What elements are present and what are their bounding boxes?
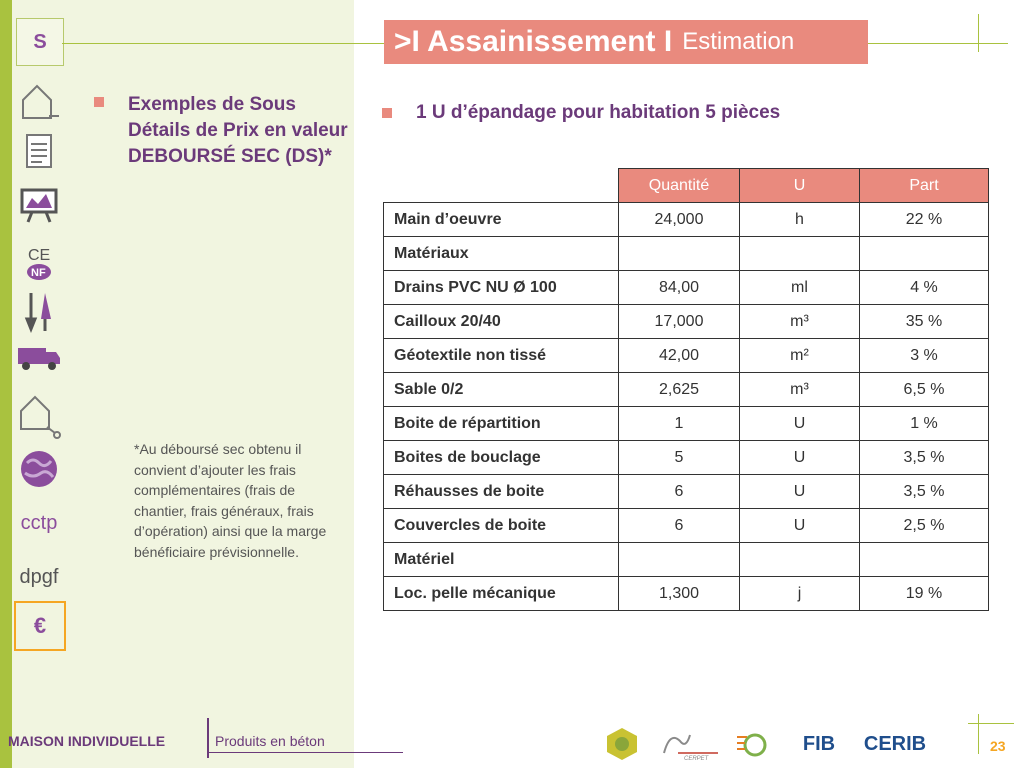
house-plan-icon[interactable] bbox=[16, 78, 62, 124]
svg-text:NF: NF bbox=[31, 267, 46, 279]
row-part bbox=[860, 543, 989, 577]
row-unit: ml bbox=[740, 271, 860, 305]
table-row bbox=[384, 339, 989, 373]
table-row bbox=[384, 407, 989, 441]
row-unit: U bbox=[740, 475, 860, 509]
row-qty: 24,000 bbox=[619, 203, 740, 237]
left-accent-strip bbox=[0, 0, 12, 768]
row-label: Cailloux 20/40 bbox=[384, 305, 619, 339]
tools-icon[interactable] bbox=[16, 288, 62, 334]
row-part: 3,5 % bbox=[860, 441, 989, 475]
house-icon[interactable] bbox=[16, 392, 62, 438]
row-part: 2,5 % bbox=[860, 509, 989, 543]
row-label: Sable 0/2 bbox=[384, 373, 619, 407]
svg-text:CERPET: CERPET bbox=[684, 756, 709, 761]
document-icon[interactable] bbox=[16, 128, 62, 174]
table-row bbox=[384, 271, 989, 305]
header-part: Part bbox=[860, 169, 989, 203]
row-qty: 17,000 bbox=[619, 305, 740, 339]
row-unit: U bbox=[740, 407, 860, 441]
row-label: Couvercles de boite bbox=[384, 509, 619, 543]
row-part bbox=[860, 237, 989, 271]
row-unit: U bbox=[740, 441, 860, 475]
footer-section-title: MAISON INDIVIDUELLE bbox=[8, 733, 166, 749]
header-quantite: Quantité bbox=[619, 169, 740, 203]
row-label: Boite de répartition bbox=[384, 407, 619, 441]
row-part: 19 % bbox=[860, 577, 989, 611]
table-row bbox=[384, 203, 989, 237]
row-part: 1 % bbox=[860, 407, 989, 441]
row-label: Main d’oeuvre bbox=[384, 203, 619, 237]
fib-logo: FIB bbox=[802, 732, 836, 755]
row-unit: m³ bbox=[740, 373, 860, 407]
row-label: Boites de bouclage bbox=[384, 441, 619, 475]
row-unit bbox=[740, 543, 860, 577]
row-qty: 1 bbox=[619, 407, 740, 441]
row-unit bbox=[740, 237, 860, 271]
row-label: Matériaux bbox=[384, 237, 619, 271]
row-part: 6,5 % bbox=[860, 373, 989, 407]
row-part: 35 % bbox=[860, 305, 989, 339]
row-qty: 5 bbox=[619, 441, 740, 475]
table-header-row bbox=[384, 169, 989, 203]
page-title bbox=[384, 20, 868, 64]
table-row bbox=[384, 305, 989, 339]
header-blank bbox=[384, 169, 619, 203]
row-unit: m³ bbox=[740, 305, 860, 339]
cctp-icon[interactable]: cctp bbox=[20, 511, 58, 534]
row-label: Drains PVC NU Ø 100 bbox=[384, 271, 619, 305]
row-part: 3,5 % bbox=[860, 475, 989, 509]
table-heading: 1 U d’épandage pour habitation 5 pièces bbox=[416, 102, 781, 123]
row-label: Loc. pelle mécanique bbox=[384, 577, 619, 611]
svg-text:CE: CE bbox=[28, 247, 51, 264]
row-part: 4 % bbox=[860, 271, 989, 305]
left-heading: Exemples de Sous Détails de Prix en valeur DEBOURSÉ SEC (DS)* bbox=[128, 94, 348, 167]
row-qty: 84,00 bbox=[619, 271, 740, 305]
row-unit: U bbox=[740, 509, 860, 543]
left-bullet bbox=[94, 97, 104, 107]
s-logo-icon[interactable]: S bbox=[16, 18, 64, 66]
footer-tick-vertical bbox=[978, 714, 979, 754]
row-label: Matériel bbox=[384, 543, 619, 577]
row-qty: 1,300 bbox=[619, 577, 740, 611]
table-row bbox=[384, 509, 989, 543]
globe-icon[interactable] bbox=[16, 446, 62, 492]
right-bullet bbox=[382, 108, 392, 118]
title-sub: Estimation bbox=[682, 28, 795, 55]
row-unit: j bbox=[740, 577, 860, 611]
sidebar-nav bbox=[12, 0, 64, 700]
row-label: Géotextile non tissé bbox=[384, 339, 619, 373]
table-row bbox=[384, 237, 989, 271]
euro-icon[interactable]: € bbox=[14, 601, 66, 651]
header-tick bbox=[978, 14, 979, 52]
table-row bbox=[384, 441, 989, 475]
row-qty: 2,625 bbox=[619, 373, 740, 407]
row-qty bbox=[619, 237, 740, 271]
title-main: >I Assainissement I bbox=[394, 25, 673, 58]
row-part: 22 % bbox=[860, 203, 989, 237]
footer-tick-horizontal bbox=[968, 723, 1014, 724]
footer-underline bbox=[208, 752, 403, 753]
table-row bbox=[384, 577, 989, 611]
footer-subtitle: Produits en béton bbox=[215, 733, 325, 749]
row-qty: 6 bbox=[619, 509, 740, 543]
row-part: 3 % bbox=[860, 339, 989, 373]
ecole-francaise-du-beton-logo bbox=[606, 727, 638, 761]
row-unit: m² bbox=[740, 339, 860, 373]
computer-icon[interactable] bbox=[16, 182, 62, 228]
row-qty bbox=[619, 543, 740, 577]
table-row bbox=[384, 543, 989, 577]
row-qty: 6 bbox=[619, 475, 740, 509]
dpgf-icon[interactable]: dpgf bbox=[19, 565, 59, 588]
row-qty: 42,00 bbox=[619, 339, 740, 373]
table-row bbox=[384, 475, 989, 509]
cerpet-logo bbox=[660, 727, 720, 761]
table-row bbox=[384, 373, 989, 407]
cerib-logo: CERIB bbox=[863, 732, 927, 755]
ce-nf-icon[interactable] bbox=[16, 240, 62, 286]
truck-icon[interactable] bbox=[16, 334, 62, 380]
header-unit: U bbox=[740, 169, 860, 203]
footnote: *Au déboursé sec obtenu il convient d’ajouter les frais complémentaires (frais de chantier, frais généraux, frais d’opération) ainsi que la marge bénéficiaire prévisionnelle. bbox=[134, 441, 327, 560]
price-detail-table bbox=[383, 168, 989, 611]
certification-logo bbox=[735, 727, 769, 761]
row-unit: h bbox=[740, 203, 860, 237]
page-number: 23 bbox=[990, 738, 1006, 754]
row-label: Réhausses de boite bbox=[384, 475, 619, 509]
